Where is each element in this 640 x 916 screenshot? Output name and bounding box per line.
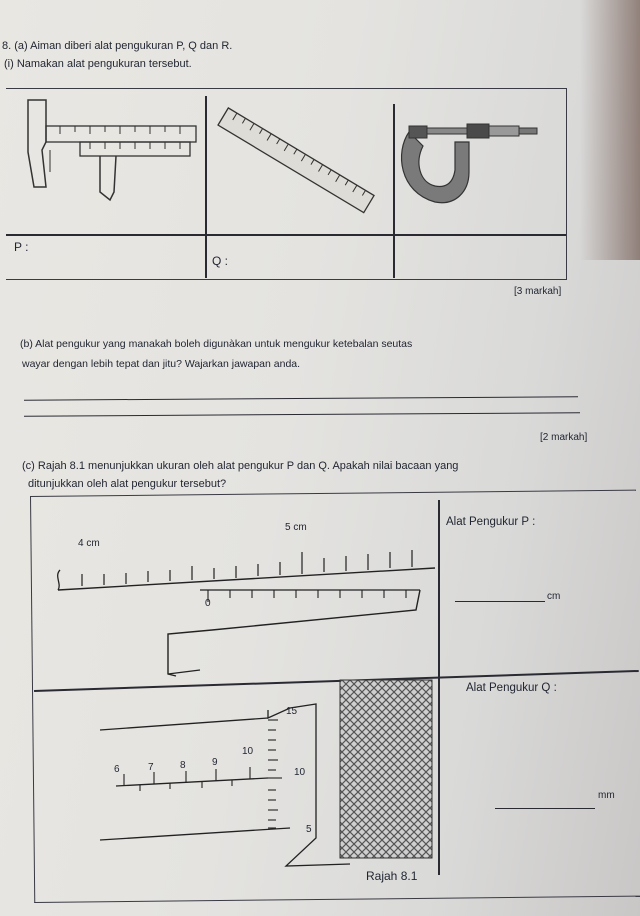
question-b-line1: (b) Alat pengukur yang manakah boleh digunàkan untuk mengukur ketebalan seutas [20,338,413,350]
answer-line-b-1[interactable] [24,396,578,400]
micrometer-screw-gauge-image [395,112,545,222]
unit-mm: mm [598,790,615,801]
table-divider-1 [205,96,207,278]
vernier-caliper-image [20,92,200,212]
micrometer-reading-diagram [90,668,440,873]
table-row-divider [6,234,566,236]
ruler-image [215,112,375,222]
vernier-scale-zero: 0 [205,598,211,609]
unit-cm: cm [547,591,561,602]
question-b-line2: wayar dengan lebih tepat dan jitu? Wajarkan jawapan anda. [22,358,301,370]
figure-caption: Rajah 8.1 [366,869,418,883]
answer-label-p: P : [14,240,29,254]
tool-q-label: Alat Pengukur Q : [466,682,557,694]
thimble-number-10: 10 [294,767,306,778]
question-a-i: (i) Namakan alat pengukuran tersebut. [4,58,192,70]
thimble-number-5: 5 [306,824,312,835]
answer-line-q[interactable] [495,808,595,809]
vernier-main-label-5cm: 5 cm [285,522,307,533]
question-c-line1: (c) Rajah 8.1 menunjukkan ukuran oleh alat pengukur P dan Q. Apakah nilai bacaan yang [22,460,459,472]
answer-line-p[interactable] [455,601,545,602]
answer-label-q: Q : [212,254,229,268]
thimble-number-15: 15 [286,706,298,717]
sleeve-number-8: 8 [180,760,186,771]
sleeve-number-7: 7 [148,762,154,773]
marks-a: [3 markah] [514,286,562,297]
vernier-main-label-4cm: 4 cm [78,538,100,549]
marks-b: [2 markah] [540,432,588,443]
tool-p-label: Alat Pengukur P : [446,516,536,528]
sleeve-number-9: 9 [212,757,218,768]
page-edge-shadow [580,0,640,260]
answer-line-b-2[interactable] [24,412,580,416]
question-a-intro: 8. (a) Aiman diberi alat pengukuran P, Q dan R. [2,40,233,52]
sleeve-number-6: 6 [114,764,120,775]
question-c-line2: ditunjukkan oleh alat pengukur tersebut? [28,478,227,490]
sleeve-number-10: 10 [242,746,254,757]
